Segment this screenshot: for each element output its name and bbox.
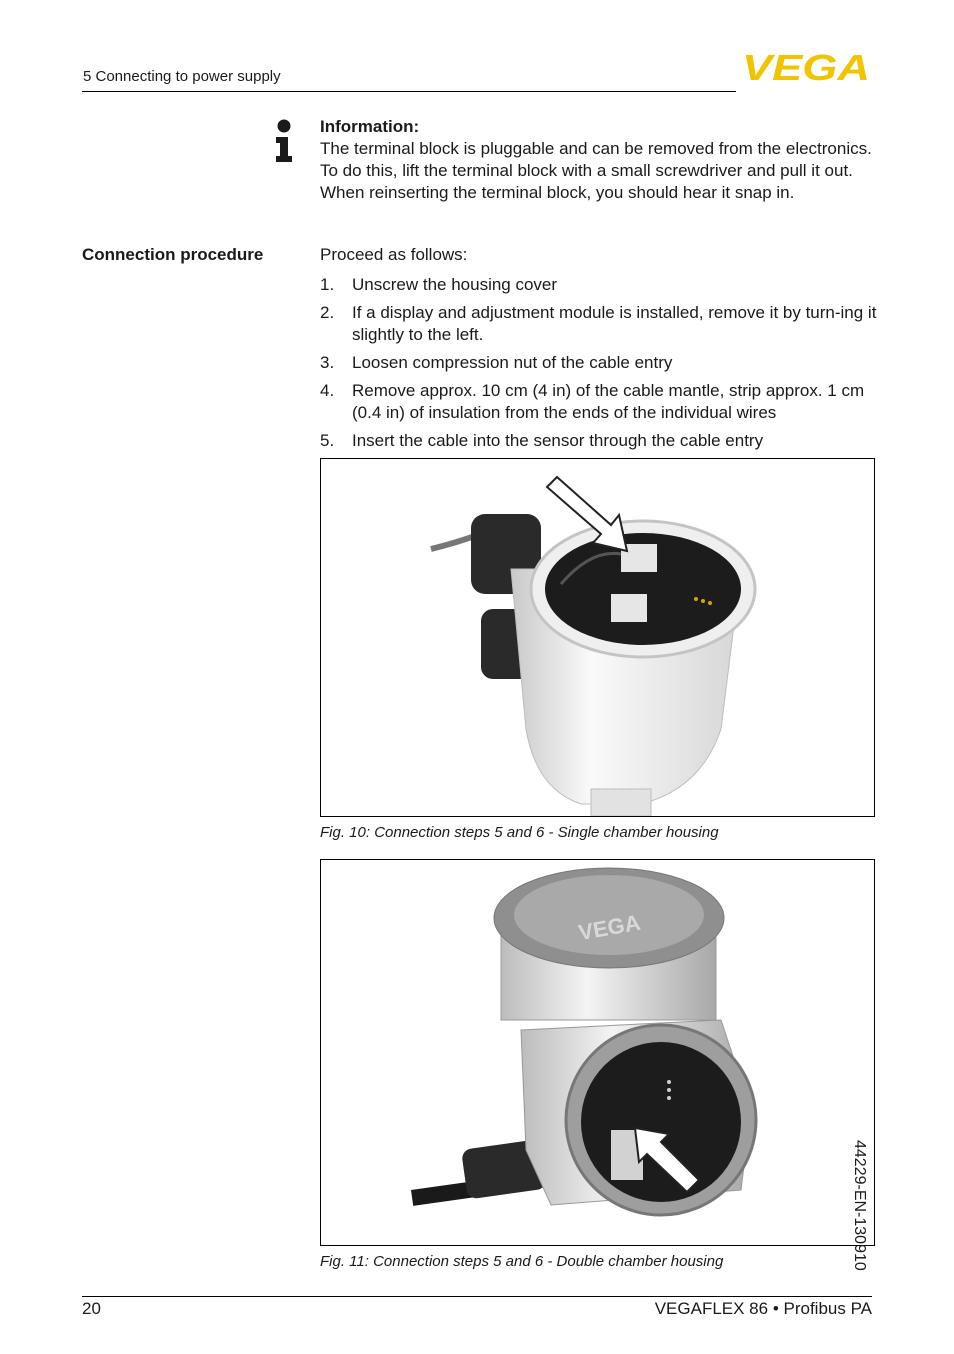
step-number: 4. [320,381,335,400]
information-note [320,116,875,204]
step-number: 3. [320,353,335,372]
step-list [320,274,880,458]
figure-caption: Fig. 10: Connection steps 5 and 6 - Single chamber housing [320,824,719,841]
step-text: Remove approx. 10 cm (4 in) of the cable mantle, strip approx. 1 cm (0.4 in) of insulation from the ends of the individual wires [352,381,865,422]
step-item [320,380,880,424]
figure-single-chamber [320,458,875,817]
figure-double-chamber [320,859,875,1246]
step-number: 1. [320,275,335,294]
step-number: 2. [320,303,335,322]
step-item [320,274,880,296]
svg-text:VEGA: VEGA [742,50,870,84]
step-text: Insert the cable into the sensor through the cable entry [352,431,764,450]
step-item [320,430,880,452]
information-title: Information: [320,117,420,136]
product-name: VEGAFLEX 86 • Profibus PA [654,1299,872,1318]
double-chamber-housing-illustration [321,860,874,1245]
single-chamber-housing-illustration [321,459,874,816]
step-text: Loosen compression nut of the cable entry [352,353,673,372]
page-number: 20 [82,1299,101,1318]
cover-logo-text: VEGA [576,909,643,946]
information-text: The terminal block is pluggable and can be removed from the electronics. To do this, lift the terminal block with a small screwdriver and pull it out. When reinserting the terminal block, you should hear it snap in. [320,139,872,202]
info-icon [272,118,296,164]
step-number: 5. [320,431,335,450]
step-text: Unscrew the housing cover [352,275,558,294]
step-text: If a display and adjustment module is installed, remove it by turn-ing it slightly to the left. [352,303,877,344]
running-header: 5 Connecting to power supply [83,68,281,85]
figure-caption: Fig. 11: Connection steps 5 and 6 - Double chamber housing [320,1253,724,1270]
header-divider [82,91,736,92]
footer-divider [82,1296,872,1297]
procedure-intro: Proceed as follows: [320,245,468,264]
step-item [320,302,880,346]
side-heading: Connection procedure [82,245,264,264]
vega-logo [742,50,872,84]
document-number: 44229-EN-130910 [851,1140,868,1271]
step-item [320,352,880,374]
